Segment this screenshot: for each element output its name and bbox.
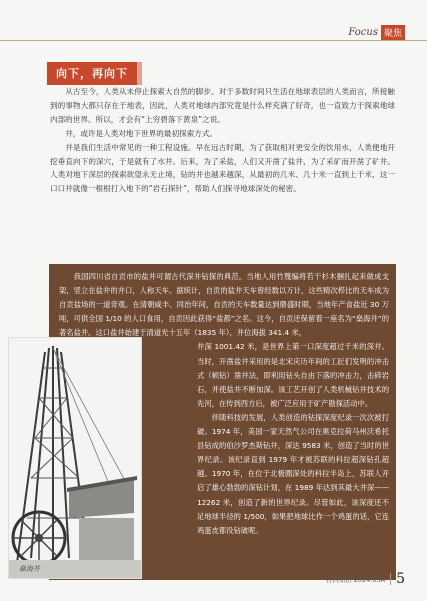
section-title: 向下，再向下 (47, 62, 137, 85)
intro-paragraph-2: 井，或许是人类对地下世界的最初探索方式。 (65, 128, 218, 138)
focus-badge: 聚焦 (381, 25, 405, 40)
intro-text (50, 85, 395, 196)
shenhai-well-photo (8, 337, 142, 579)
derrick-illustration (9, 338, 141, 578)
focus-label: Focus (348, 27, 378, 38)
winch-wheel-icon (13, 512, 65, 564)
intro-paragraph-3: 井是我们生活中常见的一种工程设施。早在远古时期，为了获取相对更安全的饮用水，人类便地开挖垂直向下的深穴，于是就有了水井。后来，为了采盐，人们又开凿了盐井，为了采矿而开凿了矿井。人类对地下深层的探索欲望永无止境，钻的井也越来越深，从最初的几米、几十米一直到上千米，这一口口井就像一根根打入地下的“岩石探针”，帮助人们探寻地球深处的秘密。 (50, 142, 395, 194)
page-footer (326, 571, 405, 587)
box-paragraph-2: 伴随科技的发展，人类创造的钻探深度纪录一次次被打破。1974 年，美国一家天然气公司在奥克拉荷马州沃希托县钻成的伯沙罗杰斯钻井，深达 9583 米，创造了当时的世界纪录。该纪录直到 1979 年才被苏联的科拉超深钻孔超越。1970 年，在位于北极圈深处的科拉半岛上，苏联人开启了雄心勃勃的深钻计划，在 1989 年达到其最大井深——12262 米，创造了新的世界纪录。尽管如此，该深度还不足地球半径的 1/500，如果把地球比作一个鸡蛋的话，它连鸡蛋皮都没钻破呢。 (197, 412, 389, 535)
footer-divider (390, 573, 391, 585)
box-paragraph-1-wrap: 井深 1001.42 米，是世界上第一口深度超过千米的深井。当时，开凿盐井采用的是北宋庆历年间的工匠们发明的冲击式（顿钻）凿井法，即利用钻头自由下落的冲击力，击碎岩石，并使盐井不断加深。该工艺开创了人类机械钻井技术的先河，在传到西方后，被广泛应用于矿产勘探活动中。 (197, 342, 389, 408)
page-number: 5 (396, 571, 405, 587)
box-paragraph-1-top: 我国四川省自贡市的盐井可谓古代深井钻探的典范。当地人用竹篾编将若干杉木捆扎起来做成支架，竖立在盐井的井口，人称天车。据统计，自贡的盐井天车曾经数以万计，这些精次栉比的天车成为自贡盐场的一道奇观。在清朝咸丰、同治年间，自贡的天车数量达到鼎盛时期，当地年产食盐近 30 万吨，可供全国 1/10 的人口食用，自贡因此获得“盐都”之名。这今，自贡还保留着一座名为“燊海井”的著名盐井。这口盐井始建于清道光十五年（1835 年），井位海拔 341.4 米， (59, 272, 389, 338)
photo-caption: 燊海井 (19, 565, 40, 573)
magazine-issue: 百科知识 2024.05A (325, 575, 386, 584)
header-divider (0, 40, 427, 41)
intro-paragraph-1: 从古至今，人类从未停止探索大自然的脚步。对于多数时间只生活在地球表层的人类而言，所接触到的事物大都只存在于地表，因此，人类对地球内部究竟是什么样充满了好奇，也一直致力于探索地球内部的世界。所以，才会有“上穷碧落下黄泉”之说。 (50, 87, 395, 124)
focus-tag (348, 25, 405, 40)
